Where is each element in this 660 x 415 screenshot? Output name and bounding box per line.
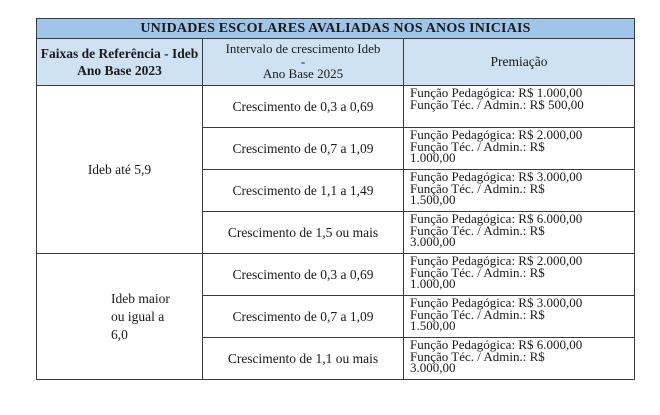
prize-line: Função Pedagógica: R$ 6.000,00 [410, 211, 583, 226]
table-row [37, 86, 635, 128]
prize-line: Função Téc. / Admin.: R$ [410, 180, 545, 196]
prize-line: Função Téc. / Admin.: R$ [410, 306, 545, 322]
header-faixas: Faixas de Referência - Ideb Ano Base 2023 [37, 39, 203, 86]
growth-cell: Crescimento de 1,1 ou mais [203, 338, 404, 380]
prize-cell [404, 212, 635, 254]
document-page [36, 18, 634, 380]
prize-line: 3.000,00 [410, 360, 456, 375]
header-premiacao: Premiação [404, 39, 635, 86]
prize-line: 1.000,00 [410, 150, 456, 165]
prize-line: 1.000,00 [410, 276, 456, 291]
header-row [37, 39, 635, 86]
prize-line: Função Pedagógica: R$ 2.000,00 [410, 127, 583, 142]
band-label-1: Ideb até 5,9 [37, 86, 203, 254]
prize-cell [404, 86, 635, 128]
band-label-line: ou igual a [111, 308, 165, 324]
prize-cell [404, 170, 635, 212]
prize-line: Função Pedagógica: R$ 1.000,00 [410, 85, 583, 100]
band-label-2 [37, 254, 203, 380]
prize-line: Função Téc. / Admin.: R$ 500,00 [410, 96, 584, 112]
prize-cell [404, 296, 635, 338]
title-row [37, 19, 635, 39]
prize-line: Função Pedagógica: R$ 3.000,00 [410, 169, 583, 184]
table-title: UNIDADES ESCOLARES AVALIADAS NOS ANOS INICIAIS [37, 19, 635, 39]
prize-cell [404, 128, 635, 170]
premiacao-table [36, 18, 635, 380]
header-intervalo-line1: Intervalo de crescimento Ideb [225, 41, 381, 57]
band-label-line: Ideb maior [111, 290, 170, 306]
table-row [37, 254, 635, 296]
prize-cell [404, 254, 635, 296]
prize-line: 3.000,00 [410, 234, 456, 249]
prize-line: Função Téc. / Admin.: R$ [410, 138, 545, 154]
growth-cell: Crescimento de 1,1 a 1,49 [203, 170, 404, 212]
prize-line: Função Pedagógica: R$ 3.000,00 [410, 295, 583, 310]
prize-line: Função Pedagógica: R$ 2.000,00 [410, 253, 583, 268]
prize-line: 1.500,00 [410, 192, 456, 207]
growth-cell: Crescimento de 0,7 a 1,09 [203, 296, 404, 338]
prize-line: Função Téc. / Admin.: R$ [410, 264, 545, 280]
growth-cell: Crescimento de 0,3 a 0,69 [203, 254, 404, 296]
prize-line: 1.500,00 [410, 318, 456, 333]
band-label-line: 6,0 [111, 326, 128, 342]
prize-line: Função Pedagógica: R$ 6.000,00 [410, 337, 583, 352]
header-intervalo [203, 39, 404, 86]
growth-cell: Crescimento de 0,3 a 0,69 [203, 86, 404, 128]
header-intervalo-line3: Ano Base 2025 [262, 66, 344, 82]
header-intervalo-line2: - [300, 53, 306, 69]
prize-cell [404, 338, 635, 380]
growth-cell: Crescimento de 1,5 ou mais [203, 212, 404, 254]
prize-line: Função Téc. / Admin.: R$ [410, 222, 545, 238]
growth-cell: Crescimento de 0,7 a 1,09 [203, 128, 404, 170]
prize-line: Função Téc. / Admin.: R$ [410, 348, 545, 364]
